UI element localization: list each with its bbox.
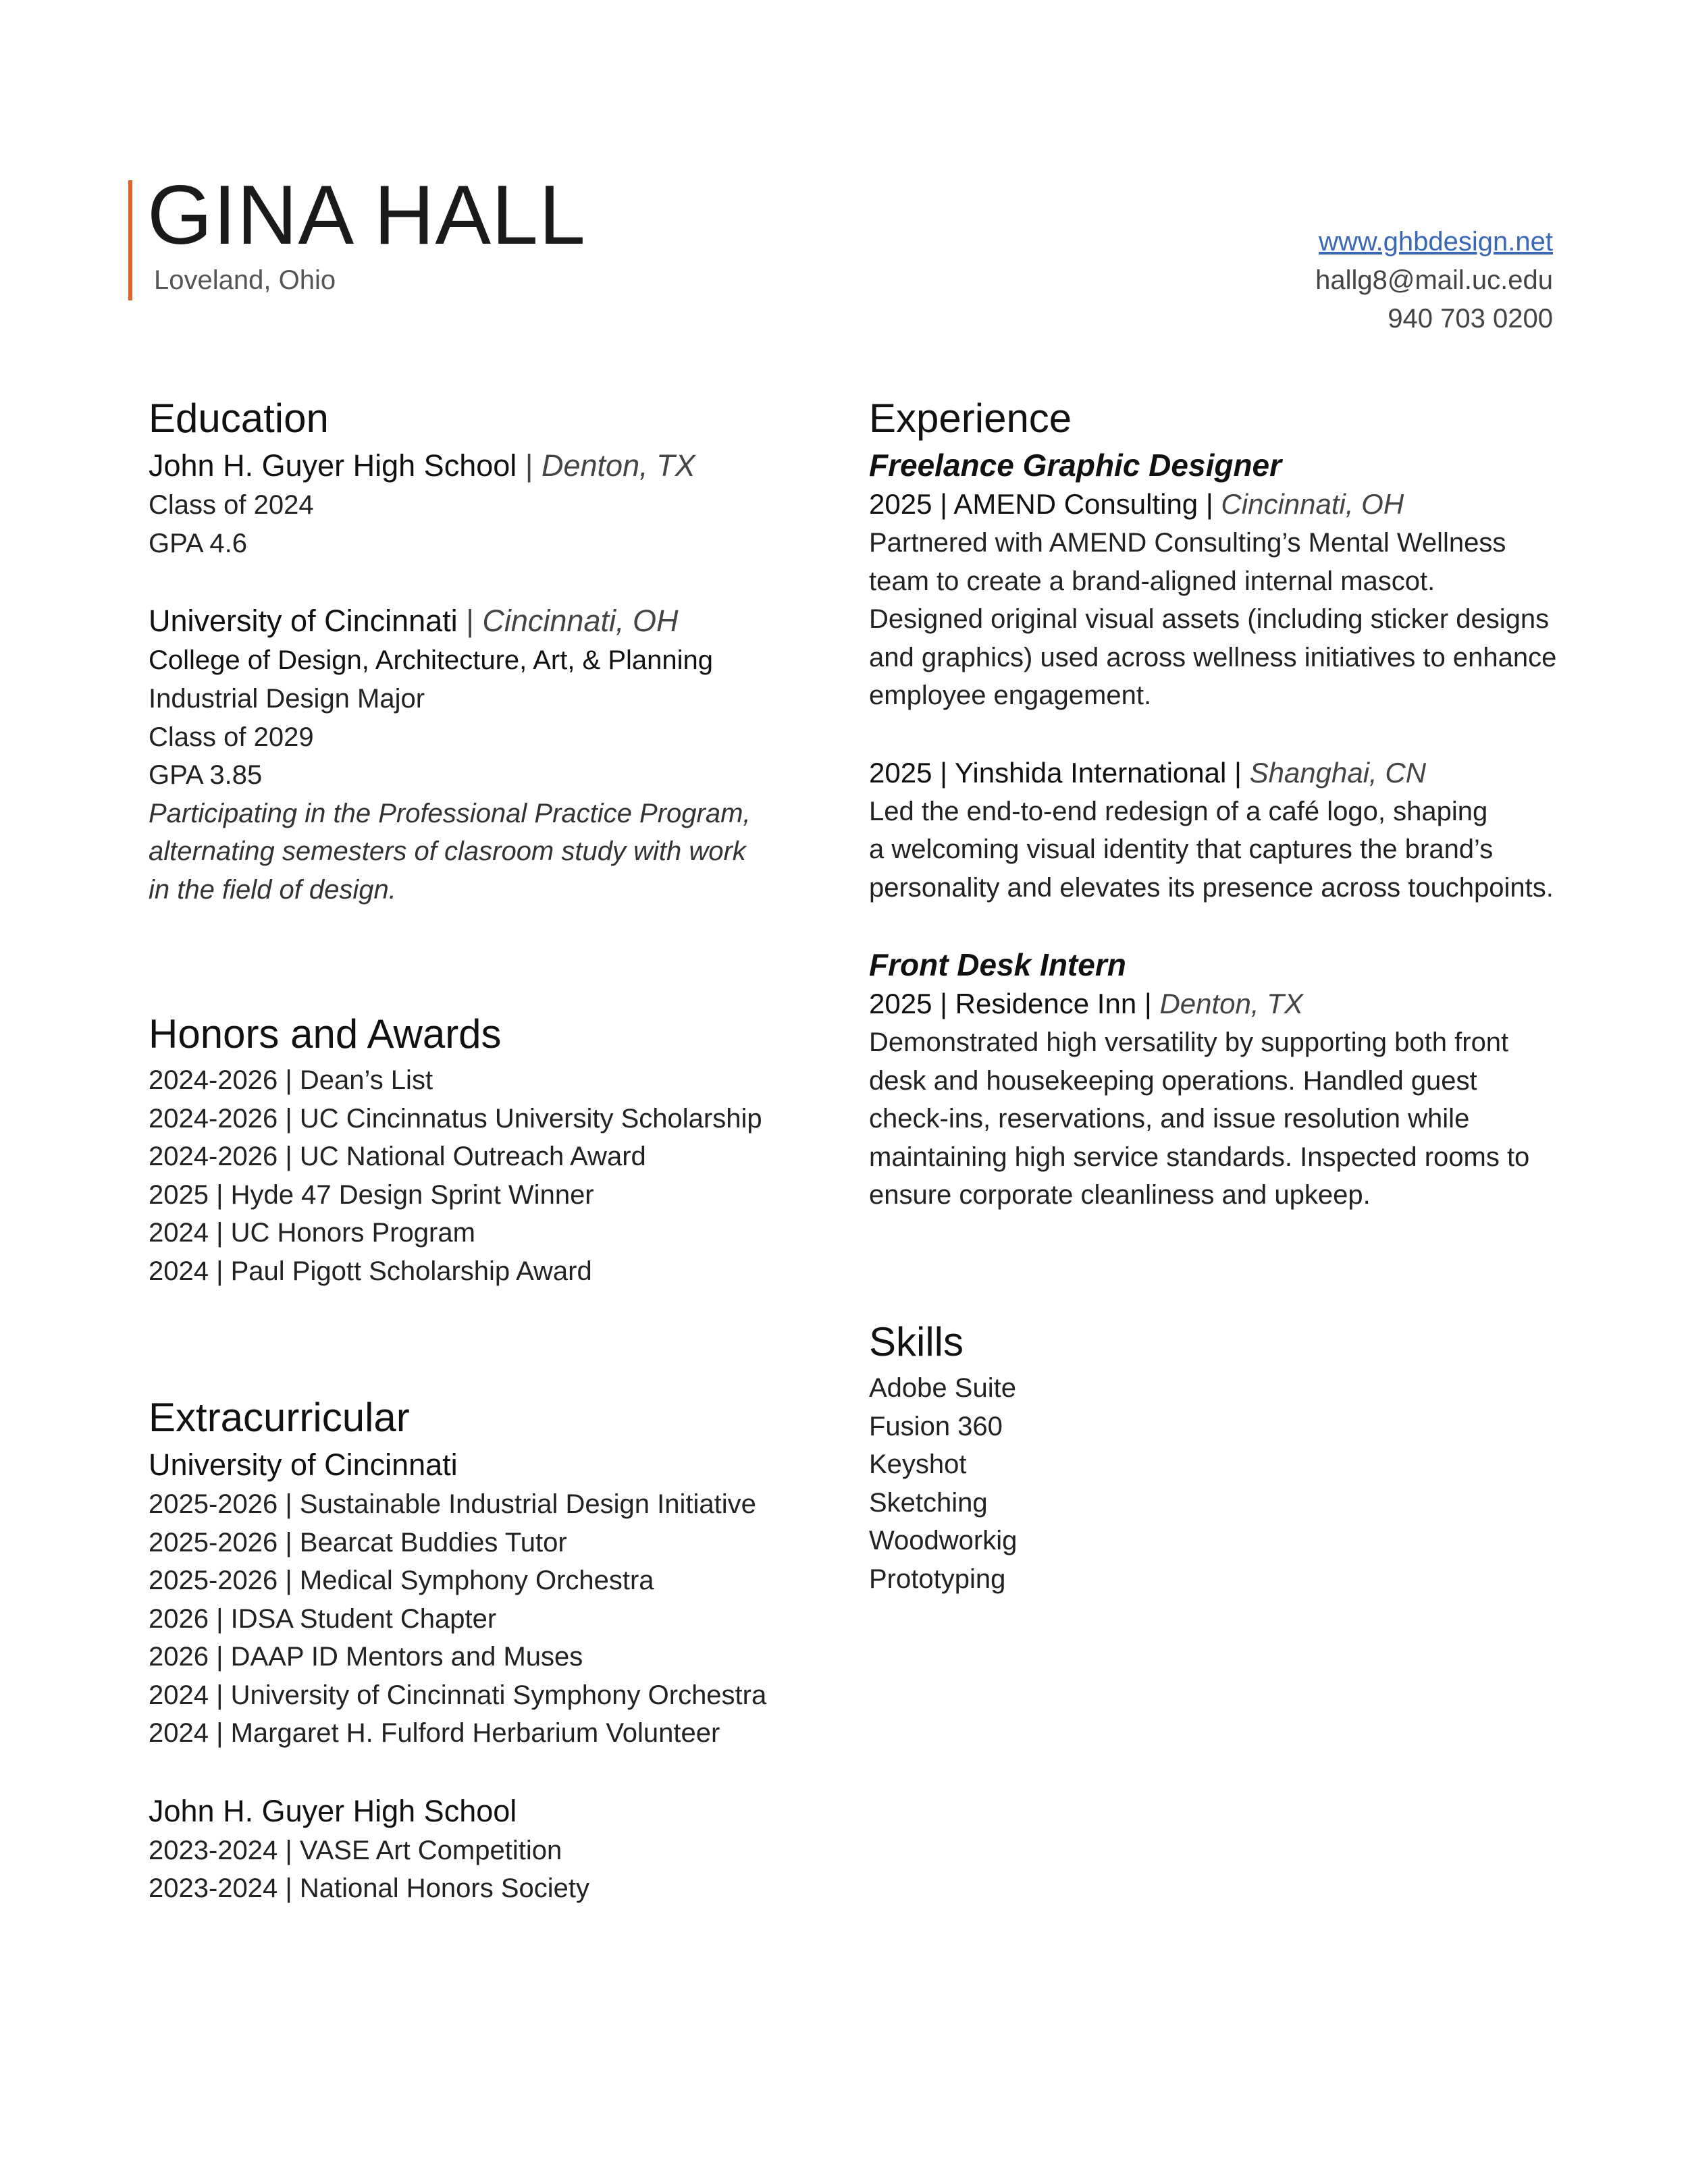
honors-list — [149, 1061, 837, 1290]
skills-list — [869, 1369, 1585, 1598]
skills-heading: Skills — [869, 1319, 964, 1364]
uc-major: Industrial Design Major — [149, 684, 425, 714]
job-description-line: Partnered with AMEND Consulting’s Mental Wellness — [869, 528, 1506, 558]
job-description-line: ensure corporate cleanliness and upkeep. — [869, 1180, 1371, 1210]
extracurricular-item: 2026 | IDSA Student Chapter — [149, 1603, 497, 1634]
uc-school-name: University of Cincinnati — [149, 604, 458, 638]
job-description-line: Led the end-to-end redesign of a café logo, shaping — [869, 796, 1488, 826]
education-heading: Education — [149, 396, 329, 441]
job-heading-text: 2025 | AMEND Consulting | — [869, 488, 1221, 520]
job-heading — [869, 485, 1585, 524]
extracurricular-item: 2024 | University of Cincinnati Symphony Orchestra — [149, 1680, 767, 1710]
role-title: Freelance Graphic Designer — [869, 448, 1282, 483]
job-location: Shanghai, CN — [1249, 756, 1427, 789]
uc-school-location: Cincinnati, OH — [482, 604, 679, 638]
phone-text: 940 703 0200 — [1388, 304, 1553, 334]
uc-college: College of Design, Architecture, Art, & Planning — [149, 645, 714, 675]
skills-section — [869, 1315, 1585, 1598]
honor-item: 2025 | Hyde 47 Design Sprint Winner — [149, 1179, 594, 1210]
job-description-line: desk and housekeeping operations. Handled guest — [869, 1065, 1477, 1096]
candidate-location: Loveland, Ohio — [154, 265, 336, 295]
job-description-line: Designed original visual assets (including sticker designs — [869, 604, 1550, 634]
honors-section — [149, 1007, 837, 1290]
extracurricular-item: 2024 | Margaret H. Fulford Herbarium Volunteer — [149, 1718, 720, 1748]
extracurricular-list — [149, 1485, 837, 1753]
hs-school-name: John H. Guyer High School — [149, 448, 517, 483]
job-description-line: team to create a brand-aligned internal mascot. — [869, 566, 1435, 596]
job-heading-text: 2025 | Yinshida International | — [869, 756, 1250, 789]
extracurricular-item: 2023-2024 | VASE Art Competition — [149, 1835, 562, 1865]
hs-class: Class of 2024 — [149, 490, 314, 520]
extracurricular-heading: Extracurricular — [149, 1395, 410, 1440]
email-text: hallg8@mail.uc.edu — [1315, 265, 1553, 295]
honor-item: 2024-2026 | UC National Outreach Award — [149, 1142, 646, 1171]
honors-heading: Honors and Awards — [149, 1011, 502, 1057]
role-title: Front Desk Intern — [869, 947, 1126, 982]
hs-gpa: GPA 4.6 — [149, 528, 248, 558]
honor-item: 2024-2026 | UC Cincinnatus University Scholarship — [149, 1103, 762, 1134]
uc-gpa: GPA 3.85 — [149, 760, 263, 790]
extracurricular-section — [149, 1391, 837, 1908]
skill-item: Woodworkig — [869, 1526, 1018, 1555]
extracurricular-item: 2026 | DAAP ID Mentors and Muses — [149, 1642, 583, 1672]
job-description-line: a welcoming visual identity that captures the brand’s — [869, 834, 1494, 864]
skill-item: Adobe Suite — [869, 1373, 1016, 1403]
skill-item: Prototyping — [869, 1564, 1006, 1594]
honor-item: 2024 | Paul Pigott Scholarship Award — [149, 1256, 592, 1286]
extracurricular-item: 2025-2026 | Sustainable Industrial Design Initiative — [149, 1489, 756, 1519]
skill-item: Sketching — [869, 1487, 988, 1518]
job-location: Denton, TX — [1159, 988, 1303, 1019]
skill-item: Fusion 360 — [869, 1411, 1003, 1441]
job-description-line: personality and elevates its presence across touchpoints. — [869, 872, 1554, 903]
candidate-name: GINA HALL — [147, 169, 586, 262]
honor-item: 2024 | UC Honors Program — [149, 1218, 475, 1248]
job-location: Cincinnati, OH — [1221, 488, 1404, 520]
uc-note-line: alternating semesters of clasroom study with work — [149, 836, 746, 866]
extracurricular-group-title: University of Cincinnati — [149, 1447, 458, 1482]
accent-bar — [128, 180, 132, 300]
experience-section — [869, 392, 1585, 1215]
job-description-line: Demonstrated high versatility by supporting both front — [869, 1028, 1509, 1057]
extracurricular-group-title: John H. Guyer High School — [149, 1793, 517, 1828]
extracurricular-item: 2025-2026 | Bearcat Buddies Tutor — [149, 1527, 567, 1557]
extracurricular-item: 2023-2024 | National Honors Society — [149, 1873, 590, 1903]
job-description-line: employee engagement. — [869, 681, 1152, 710]
uc-note-line: in the field of design. — [149, 874, 396, 905]
skill-item: Keyshot — [869, 1449, 967, 1479]
job-description-line: check-ins, reservations, and issue resolution while — [869, 1104, 1470, 1134]
hs-school-location: Denton, TX — [542, 448, 695, 483]
job-description-line: and graphics) used across wellness initiatives to enhance — [869, 642, 1557, 672]
uc-note-line: Participating in the Professional Practice Program, — [149, 798, 751, 828]
uc-school-line: University of Cincinnati | Cincinnati, OH — [149, 604, 679, 638]
job-heading — [869, 984, 1585, 1023]
education-section — [149, 392, 837, 909]
job-heading — [869, 753, 1585, 793]
honor-item: 2024-2026 | Dean’s List — [149, 1065, 433, 1095]
hs-school-line: John H. Guyer High School | Denton, TX — [149, 448, 695, 483]
website-link[interactable]: www.ghbdesign.net — [1319, 227, 1553, 257]
contact-block — [1315, 223, 1553, 338]
job-heading-text: 2025 | Residence Inn | — [869, 988, 1160, 1019]
extracurricular-list — [149, 1832, 837, 1908]
uc-class: Class of 2029 — [149, 722, 314, 752]
job-description-line: maintaining high service standards. Inspected rooms to — [869, 1142, 1530, 1172]
extracurricular-item: 2025-2026 | Medical Symphony Orchestra — [149, 1566, 654, 1595]
experience-heading: Experience — [869, 396, 1072, 441]
